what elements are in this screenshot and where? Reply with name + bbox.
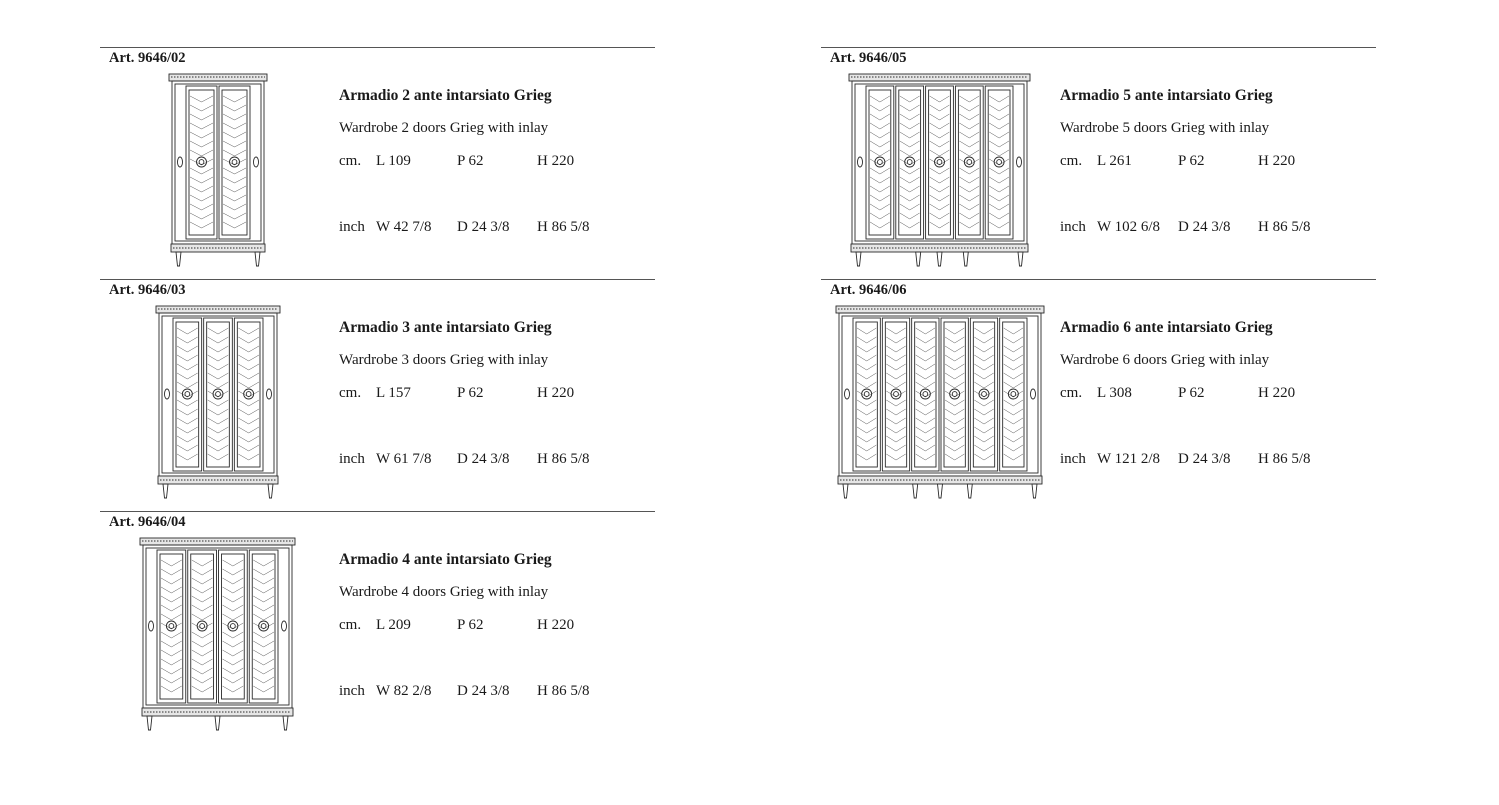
unit-label: inch <box>339 219 365 235</box>
wardrobe-drawing <box>168 72 268 270</box>
width-inch: W 82 2/8 <box>376 683 432 699</box>
depth-cm: P 62 <box>1178 153 1205 169</box>
height-cm: H 220 <box>537 153 575 169</box>
product-entry-9646-05 <box>821 47 1376 278</box>
product-entry-9646-06 <box>821 279 1376 510</box>
product-title-it: Armadio 6 ante intarsiato Grieg <box>1060 319 1273 336</box>
length-cm: L 157 <box>376 385 411 401</box>
depth-cm: P 62 <box>457 153 484 169</box>
depth-inch: D 24 3/8 <box>1178 219 1231 235</box>
product-title-en: Wardrobe 2 doors Grieg with inlay <box>339 120 549 136</box>
product-title-en: Wardrobe 3 doors Grieg with inlay <box>339 352 549 368</box>
depth-inch: D 24 3/8 <box>457 451 510 467</box>
depth-cm: P 62 <box>1178 385 1205 401</box>
height-inch: H 86 5/8 <box>1258 219 1311 235</box>
unit-label: inch <box>1060 451 1086 467</box>
depth-inch: D 24 3/8 <box>457 683 510 699</box>
article-code: Art. 9646/03 <box>109 282 186 298</box>
unit-label: cm. <box>1060 385 1083 401</box>
height-inch: H 86 5/8 <box>537 683 590 699</box>
article-code: Art. 9646/06 <box>830 282 907 298</box>
unit-label: inch <box>1060 219 1086 235</box>
product-entry-9646-02 <box>100 47 655 278</box>
unit-label: cm. <box>339 617 362 633</box>
article-code: Art. 9646/04 <box>109 514 186 530</box>
product-title-it: Armadio 3 ante intarsiato Grieg <box>339 319 552 336</box>
unit-label: cm. <box>339 153 362 169</box>
depth-inch: D 24 3/8 <box>457 219 510 235</box>
product-title-it: Armadio 5 ante intarsiato Grieg <box>1060 87 1273 104</box>
article-code: Art. 9646/02 <box>109 50 186 66</box>
product-title-en: Wardrobe 5 doors Grieg with inlay <box>1060 120 1270 136</box>
divider <box>821 47 1376 48</box>
unit-label: cm. <box>1060 153 1083 169</box>
height-cm: H 220 <box>1258 385 1296 401</box>
height-cm: H 220 <box>537 617 575 633</box>
height-cm: H 220 <box>537 385 575 401</box>
product-title-en: Wardrobe 6 doors Grieg with inlay <box>1060 352 1270 368</box>
depth-inch: D 24 3/8 <box>1178 451 1231 467</box>
divider <box>100 47 655 48</box>
divider <box>100 511 655 512</box>
wardrobe-drawing <box>835 304 1045 502</box>
height-inch: H 86 5/8 <box>537 219 590 235</box>
width-inch: W 61 7/8 <box>376 451 432 467</box>
divider <box>100 279 655 280</box>
unit-label: inch <box>339 451 365 467</box>
product-title-it: Armadio 2 ante intarsiato Grieg <box>339 87 552 104</box>
height-cm: H 220 <box>1258 153 1296 169</box>
product-entry-9646-04 <box>100 511 655 742</box>
product-title-it: Armadio 4 ante intarsiato Grieg <box>339 551 552 568</box>
wardrobe-drawing <box>155 304 281 502</box>
depth-cm: P 62 <box>457 385 484 401</box>
width-inch: W 121 2/8 <box>1097 451 1161 467</box>
width-inch: W 42 7/8 <box>376 219 432 235</box>
unit-label: inch <box>339 683 365 699</box>
wardrobe-drawing <box>139 536 296 734</box>
wardrobe-drawing <box>848 72 1031 270</box>
height-inch: H 86 5/8 <box>537 451 590 467</box>
width-inch: W 102 6/8 <box>1097 219 1161 235</box>
depth-cm: P 62 <box>457 617 484 633</box>
divider <box>821 279 1376 280</box>
unit-label: cm. <box>339 385 362 401</box>
height-inch: H 86 5/8 <box>1258 451 1311 467</box>
length-cm: L 109 <box>376 153 411 169</box>
product-entry-9646-03 <box>100 279 655 510</box>
product-title-en: Wardrobe 4 doors Grieg with inlay <box>339 584 549 600</box>
length-cm: L 261 <box>1097 153 1132 169</box>
article-code: Art. 9646/05 <box>830 50 907 66</box>
length-cm: L 308 <box>1097 385 1132 401</box>
length-cm: L 209 <box>376 617 411 633</box>
